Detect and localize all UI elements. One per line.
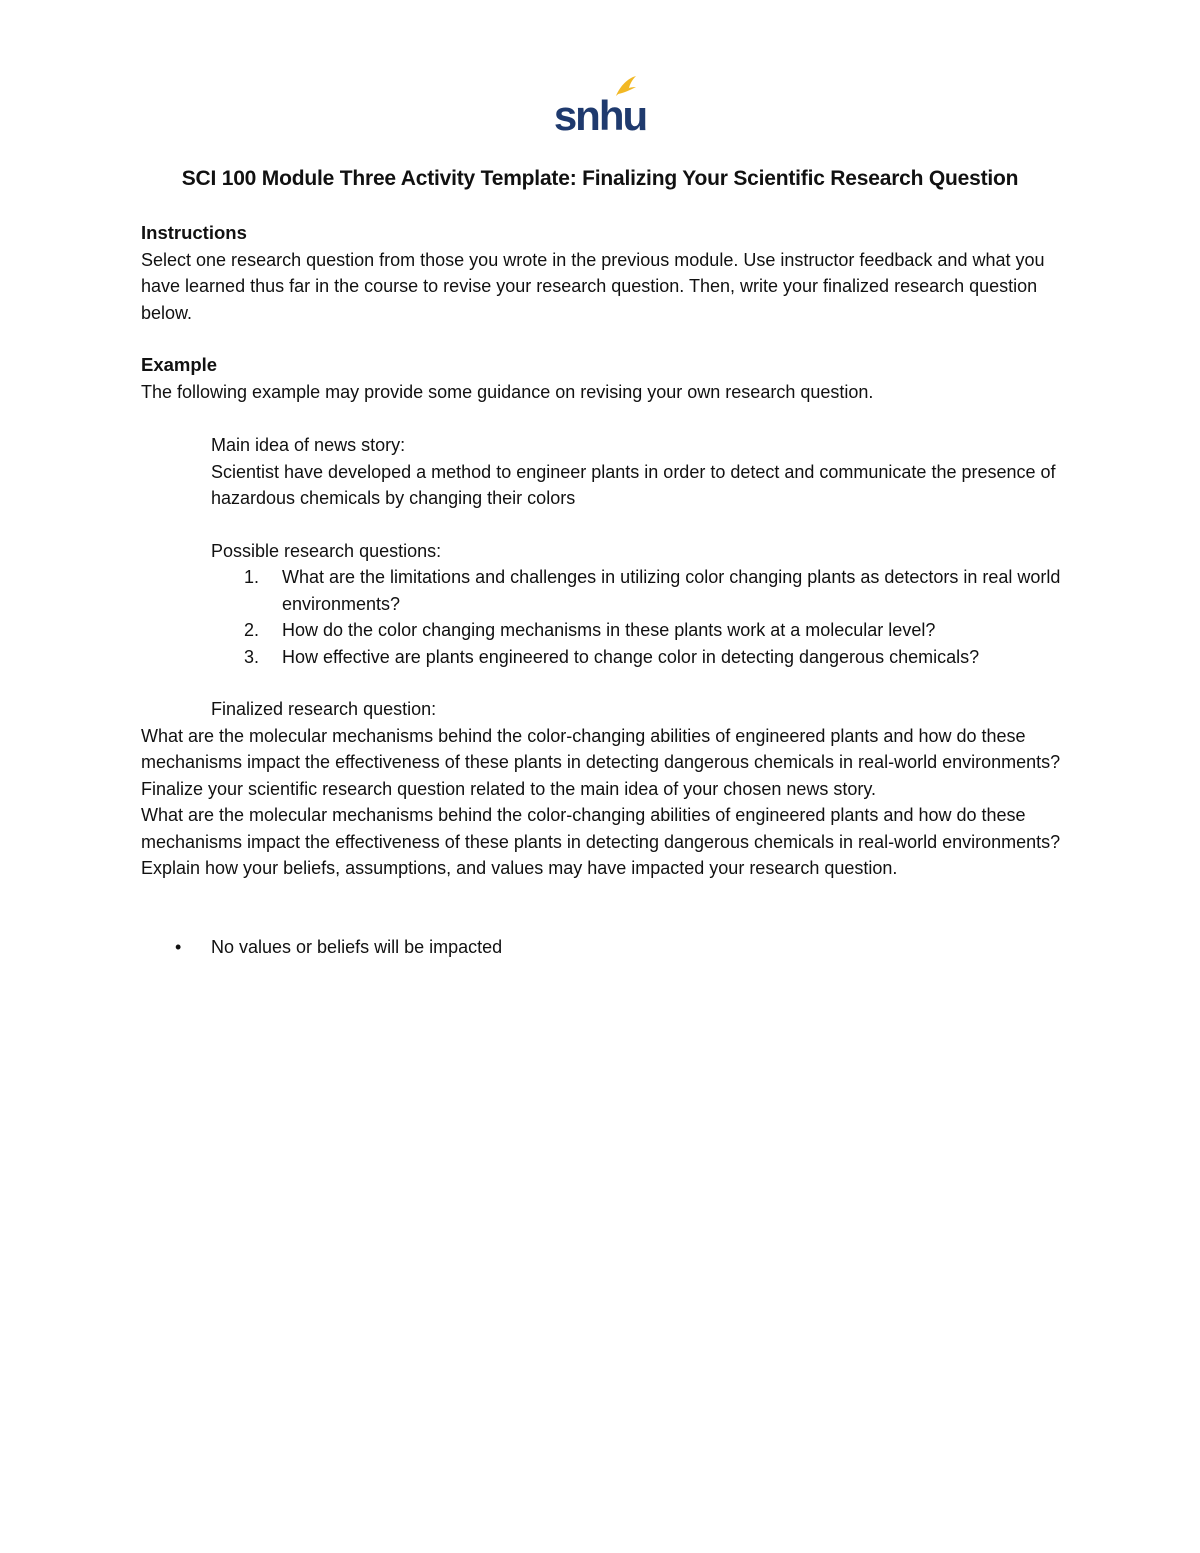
finalized-question-label: Finalized research question: [211, 699, 437, 719]
example-heading: Example [141, 354, 218, 375]
responses-block [141, 723, 1061, 881]
finalized-question-example-text: What are the molecular mechanisms behind the color-changing abilities of engineered plants and how do these mechanisms impact the effectiveness of these plants in detecting dangerous chemicals in real-world environments? [141, 726, 1061, 773]
instructions-section [141, 220, 1061, 326]
svg-text:snhu: snhu [553, 92, 647, 136]
page-title: SCI 100 Module Three Activity Template: Finalizing Your Scientific Research Question [181, 167, 1019, 190]
snhu-logo [550, 70, 650, 136]
finalized-question-response: What are the molecular mechanisms behind the color-changing abilities of engineered plants and how do these mechanisms impact the effectiveness of these plants in detecting dangerous chemicals in real-world environments? [141, 805, 1061, 852]
list-item-number: 1. [244, 567, 260, 587]
main-idea-text: Scientist have developed a method to engineer plants in order to detect and communicate the presence of hazardous chemicals by changing their colors [211, 461, 1056, 508]
instructions-text: Select one research question from those you wrote in the previous module. Use instructor feedback and what you have learned thus far in the course to revise your research question. Then, write your finalized research question below. [141, 249, 1045, 323]
list-item [244, 644, 1064, 671]
list-item-text: How effective are plants engineered to change color in detecting dangerous chemicals? [282, 646, 980, 667]
list-item [244, 564, 1064, 617]
beliefs-response-list [172, 934, 502, 961]
example-intro: The following example may provide some guidance on revising your own research question. [141, 381, 874, 402]
list-item [244, 617, 1064, 644]
possible-questions-label: Possible research questions: [211, 541, 442, 561]
list-item-number: 3. [244, 646, 260, 667]
snhu-logo-graphic [550, 70, 650, 136]
instructions-heading: Instructions [141, 222, 247, 243]
list-item-text: No values or beliefs will be impacted [211, 937, 503, 957]
beliefs-prompt: Explain how your beliefs, assumptions, and values may have impacted your research question. [141, 858, 898, 879]
list-item-number: 2. [244, 620, 260, 640]
list-item-text: What are the limitations and challenges in utilizing color changing plants as detectors in real world environments? [282, 567, 1061, 614]
main-idea-block [211, 432, 1061, 512]
possible-questions-label-block [211, 538, 1061, 565]
main-idea-label: Main idea of news story: [211, 435, 406, 455]
list-item [172, 934, 502, 961]
list-item-text: How do the color changing mechanisms in these plants work at a molecular level? [282, 620, 936, 640]
possible-questions-list [244, 564, 1064, 670]
finalize-prompt: Finalize your scientific research question related to the main idea of your chosen news story. [141, 778, 877, 799]
bullet-marker: • [175, 937, 182, 957]
example-section [141, 352, 1061, 405]
